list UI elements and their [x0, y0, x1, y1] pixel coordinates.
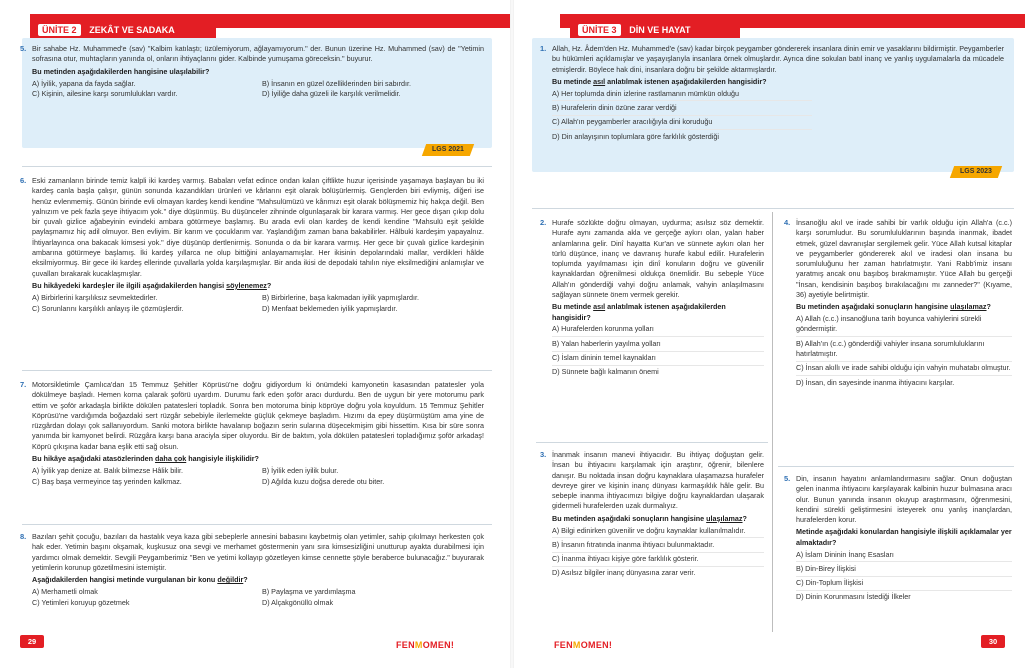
question-prompt: Bu hikâye aşağıdaki atasözlerinden daha çok hangisiyle ilişkilidir?: [32, 454, 259, 464]
question-prompt: Bu metinde asıl anlatılmak istenen aşağıdakilerden hangisidir?: [552, 76, 767, 86]
question-4: [784, 218, 1012, 389]
option-d[interactable]: D) Ağılda kuzu doğsa derede otu biter.: [262, 476, 385, 486]
option-c[interactable]: C) İslam dininin temel kaynakları: [552, 352, 764, 366]
unit-tab: [30, 20, 216, 40]
option-a[interactable]: A) İslam Dininin İnanç Esasları: [796, 548, 1012, 562]
option-a[interactable]: A) Bilgi edinirken güvenilir ve doğru kaynaklar kullanılmalıdır.: [552, 524, 764, 538]
option-a[interactable]: A) Birbirlerini karşılıksız sevmektedirler.: [32, 293, 158, 303]
left-page: [0, 0, 510, 668]
right-page: [514, 0, 1025, 668]
option-b[interactable]: B) İyilik eden iyilik bulur.: [262, 466, 339, 476]
publisher-logo: FENMOMEN!: [554, 640, 613, 650]
question-8: [20, 532, 484, 608]
question-stem: Bazıları şehit çocuğu, bazıları da hastalık veya kaza gibi sebeplerle annesini babasını kaybetmiş olan yetimler, sahip çıkılmayı herkesten çok hak eder. Yetimin başını okşamak, kuşkusuz ona sevgi ve merhamet göstermenin yanı sıra kimsesizliğini unutturup ayakta durabilmesi için yardımcı olmak demektir. Sevgili Peygamberimiz "Ben ve yetimi kollayıp gözetleyen kimse cennette şöyle beraberce bulunacağız." buyurarak yetimlerin korunup gözetilmesini istemiştir.: [32, 532, 484, 572]
option-d[interactable]: D) Dinin Korunmasını İstediği İlkeler: [796, 592, 911, 602]
option-c[interactable]: C) Allah'ın peygamberler aracılığıyla dini koruduğu: [552, 116, 812, 130]
question-stem: Din, insanın hayatını anlamlandırmasını sağlar. Onun doğuştan gelen inanma ihtiyacını karşılayarak kalbinin huzur bulmasına aracı olur. Bunun yanında insanın okuyup araştırmasını, öğrenmesini, kendini sürekli geliştirmesini isteyerek onu yanlış inançlardan, hurafelerden korur.: [796, 474, 1012, 525]
question-stem: İnsanoğlu akıl ve irade sahibi bir varlık olduğu için Allah'a (c.c.) karşı sorumludur. Bu sorumluluklarının başında inanmak, ibadet etmek, güzel davranışlar sergilemek gelir. Yüce Allah kutsal kitaplar ve peygamberler göndererek akıl ve iradesi olan insana bu sorumluluğunu her zaman hatırlatmıştır. Yani Rabb'imiz insanı yaratmış ancak onu başıboş bırakmamıştır. Yüce Allah bu gerçeği "İnsan, kendisinin başıboş bırakılacağını mı zanneder?" (Kıyame, 36) ayetiyle belirtmiştir.: [796, 218, 1012, 300]
option-b[interactable]: B) Paylaşma ve yardımlaşma: [262, 587, 356, 597]
option-d[interactable]: D) Alçakgönüllü olmak: [262, 597, 334, 607]
option-a[interactable]: A) Merhametli olmak: [32, 587, 98, 597]
question-number: 5.: [784, 474, 791, 483]
option-c[interactable]: C) Din-Toplum İlişkisi: [796, 577, 1012, 591]
option-d[interactable]: D) Asılsız bilgiler inanç dünyasına zarar verir.: [552, 568, 696, 578]
question-number: 7.: [20, 380, 27, 389]
question-prompt: Metinde aşağıdaki konulardan hangisiyle ilişkili açıklamalar yer almaktadır?: [796, 527, 1012, 547]
page-number: 29: [20, 635, 44, 648]
question-stem: Bir sahabe Hz. Muhammed'e (sav) "Kalbim katılaştı; üzülemiyorum, ağlayamıyorum." der. Bunun üzerine Hz. Muhammed (sav) de "Yetimin sofrasına otur, muhtaçların yanında ol, onların ihtiyaçlarını gider. Kalbinde yumuşama göreceksin." buyurur.: [32, 44, 484, 64]
question-number: 6.: [20, 176, 27, 185]
question-1: [540, 44, 1004, 143]
option-b[interactable]: B) Hurafelerin dinin özüne zarar verdiği: [552, 101, 812, 115]
question-7: [20, 380, 484, 487]
option-d[interactable]: D) İyiliğe daha güzeli ile karşılık verilmelidir.: [262, 89, 401, 99]
option-b[interactable]: B) İnsanın en güzel özelliklerinden biri sabırdır.: [262, 78, 412, 88]
question-stem: Eski zamanların birinde temiz kalpli iki kardeş varmış. Babaları vefat edince ondan kalan çiftlikte huzur içerisinde yaşamaya başlayan bu iki kardeş canla başla çalışır, günün sonunda kazandıkları ürünleri ve kârlarını eşit olarak bölüşürlermiş. Gençlerden biri evliymiş, diğeri ise henüz evlenmemiş. Günün birinde evli olmayan kardeş kendi kendine "Mahsulümüzü ve kârımızı eşit olarak bölüşmemiz hiç hakça değil. Ben yalnızım ve pek fazla şeye ihtiyacım yok." diye düşünmüş. Bu düşünceler zihninde olgunlaşarak bir karara varmış. Her gece dışarı çıkıp dolu bir çuvalı gizlice ağabeyinin evindeki ambara götürmeye başlamış. Bu arada evli olan kardeş de kendi kendine "Mahsulü eşit şekilde paylaşmamız hiç adil olmuyor. Ben evliyim. Bir karım ve çocuklarım var. Yaşlandığım zaman bana bakabilirler. Hâlbuki kardeşim yapayalnız. İhtiyarlayınca ona bakacak kimsesi yok." diye düşünüp dertlenirmiş. Sonunda o da bir karara varmış. Her gece bir çuvalı gizlice kardeşinin ambarına götürmeye başlamış. İki kardeş yıllarca ne olup bittiğini anlayamamışlar. Her ikisinin depolarındaki mallar, verdikleri hâlde eksilmiyormuş. Bir gece iki kardeş ellerinde çuvallarla yolda karşılaşmışlar. Bir anda ikisi de depodaki tahılın niye eksilmediğini anlamışlar ve çuvalları bırakarak kucaklaşmışlar.: [32, 176, 484, 278]
question-stem: Hurafe sözlükte doğru olmayan, uydurma; asılsız söz demektir. Hurafe aynı zamanda akla ve gerçeğe aykırı olan, yalan haber anlamlarına gelir. Dinî hayatta Kur'an ve sünnete aykırı olan her türlü düşünce, inanç ve davranış hurafe kabul edilir. Hurafelerin toplumda yayılmaması için dinî konuların doğru ve güvenilir kaynaklardan öğrenilmesi oldukça önemlidir. Bu sebeple Yüce Allah'ın gönderdiği vahyi doğru anlamak, vahyin anlaşılmasını sağlayan sünnete önem vermek gerekir.: [552, 218, 764, 300]
divider: [536, 442, 768, 443]
option-d[interactable]: D) Sünnete bağlı kalmanın önemi: [552, 367, 659, 377]
question-number: 3.: [540, 450, 547, 459]
option-d[interactable]: D) Din anlayışının toplumlara göre farklılık gösterdiği: [552, 131, 719, 141]
question-prompt: Bu metinde asıl anlatılmak istenen aşağıdakilerden hangisidir?: [552, 302, 726, 322]
option-a[interactable]: A) İyilik yap denize at. Balık bilmezse Hâlik bilir.: [32, 466, 183, 476]
option-d[interactable]: D) Menfaat beklemeden iyilik yapmışlardır.: [262, 303, 398, 313]
option-a[interactable]: A) Hurafelerden korunma yolları: [552, 323, 764, 337]
option-a[interactable]: A) İyilik, yapana da fayda sağlar.: [32, 78, 136, 88]
question-stem: Motorsikletimle Çamlıca'dan 15 Temmuz Şehitler Köprüsü'ne doğru gidiyordum ki önümdeki kamyonetin kasasından patatesler yola dökülmeye başladı. Hemen korna çalarak şoförü uyardım. Durumu fark eden şoför aracı durdurdu. Ben de uygun bir yere motorumu park ettim ve şoför arkadaşla birlikte dökülen patatesleri topladık. Sonra ben motoruma binip köprüye doğru yola koyuldum. 15 Temmuz Şehitler Köprüsü'ne vardığımda boğazdaki sert rüzgâr sebebiyle ilerlemekte güçlük çekmeye başladım. Hızımı da epey düşürmüştüm ama yine de rüzgârdan dolayı çok sallanıyordum. Sanki motora birlikte havalanıp boğazın serin sularına düşecekmişim gibi hissettim. Kısa bir süre sonra yanımda bir kamyonet belirdi. Rüzgâra karşı bana araciyla siper oluyordu. Bir de baktım, yola dökülen patatesleri topladığımız şoför arkadaş! Köprü çıkışına kadar bana eşlik etti sağ olsun.: [32, 380, 484, 451]
question-2: [540, 218, 764, 379]
question-number: 1.: [540, 44, 547, 53]
question-number: 8.: [20, 532, 27, 541]
question-stem: Allah, Hz. Âdem'den Hz. Muhammed'e (sav) kadar birçok peygamber göndererek insanlara dinin emir ve yasaklarını bildirmiştir. Peygamberler bu hükümleri açıklamışlar ve yaşayışlarıyla insanlara örnek olmuşlardır. Ayrıca dine sokulan batıl inanç ve yanlış uygulamalarla da mücadele etmişlerdir. Böylece hak dini, insanlara doğru bir şekilde aktarmışlardır.: [552, 44, 1004, 74]
option-c[interactable]: C) İnanma ihtiyacı kişiye göre farklılık gösterir.: [552, 553, 764, 567]
question-number: 2.: [540, 218, 547, 227]
option-a[interactable]: A) Allah (c.c.) insanoğluna tarih boyunca vahiylerini sürekli göndermiştir.: [796, 313, 1012, 338]
divider: [22, 524, 492, 525]
question-number: 4.: [784, 218, 791, 227]
question-stem: İnanmak insanın manevi ihtiyacıdır. Bu ihtiyaç doğuştan gelir. İnsan bu ihtiyacını karşılamak için araştırır, öğrenir, bilenlere danışır. Bu noktada insan doğru kaynaklara ulaşamazsa hurafeler devreye girer ve kişinin inanç dünyası karmaşıklık hâle gelir. Bu sebeple inanma ihtiyacımızı bilgiye doğru kaynaklardan ulaşarak gidermeli hurafelerden uzak durmalıyız.: [552, 450, 764, 511]
question-prompt: Bu metinden aşağıdaki sonuçların hangisine ulaşılamaz?: [796, 302, 991, 312]
divider: [22, 370, 492, 371]
question-6: [20, 176, 484, 314]
question-5: [20, 44, 484, 99]
option-c[interactable]: C) İnsan akıllı ve irade sahibi olduğu için vahyin muhatabı olmuştur.: [796, 362, 1012, 376]
option-b[interactable]: B) Allah'ın (c.c.) gönderdiği vahiyler insana sorumluluklarını hatırlatmıştır.: [796, 337, 1012, 362]
question-prompt: Bu metinden aşağıdaki sonuçların hangisine ulaşılamaz?: [552, 513, 747, 523]
unit-number: ÜNİTE 3: [578, 24, 621, 36]
unit-title: ZEKÂT VE SADAKA: [89, 25, 175, 35]
question-number: 5.: [20, 44, 27, 53]
page-number: 30: [981, 635, 1005, 648]
question-5-right: [784, 474, 1012, 604]
option-b[interactable]: B) Din-Birey İlişkisi: [796, 562, 1012, 576]
option-b[interactable]: B) Yalan haberlerin yayılma yolları: [552, 337, 764, 351]
option-d[interactable]: D) İnsan, din sayesinde inanma ihtiyacını karşılar.: [796, 377, 955, 387]
divider: [532, 208, 1014, 209]
divider: [778, 466, 1014, 467]
question-3: [540, 450, 764, 580]
unit-tab: [570, 20, 740, 40]
lgs-badge: LGS 2021: [422, 144, 474, 156]
option-b[interactable]: B) Birbirlerine, başa kakmadan iyilik yapmışlardır.: [262, 293, 419, 303]
question-prompt: Bu hikâyedeki kardeşler ile ilgili aşağıdakilerden hangisi söylenemez?: [32, 280, 272, 290]
option-c[interactable]: C) Baş başa vermeyince taş yerinden kalkmaz.: [32, 476, 182, 486]
question-prompt: Aşağıdakilerden hangisi metinde vurgulanan bir konu değildir?: [32, 575, 248, 585]
unit-title: DİN VE HAYAT: [629, 25, 691, 35]
lgs-badge: LGS 2023: [950, 166, 1002, 178]
divider: [22, 166, 492, 167]
publisher-logo: FENMOMEN!: [396, 640, 455, 650]
option-a[interactable]: A) Her toplumda dinin izlerine rastlamanın mümkün olduğu: [552, 87, 812, 101]
unit-number: ÜNİTE 2: [38, 24, 81, 36]
option-c[interactable]: C) Sorunlarını karşılıklı anlayış ile çözmüşlerdir.: [32, 303, 184, 313]
option-b[interactable]: B) İnsanın fıtratında inanma ihtiyacı bulunmaktadır.: [552, 538, 764, 552]
question-prompt: Bu metinden aşağıdakilerden hangisine ulaşılabilir?: [32, 66, 210, 76]
column-divider: [772, 212, 773, 632]
option-c[interactable]: C) Yetimleri koruyup gözetmek: [32, 597, 130, 607]
option-c[interactable]: C) Kişinin, ailesine karşı sorumlulukları vardır.: [32, 89, 178, 99]
